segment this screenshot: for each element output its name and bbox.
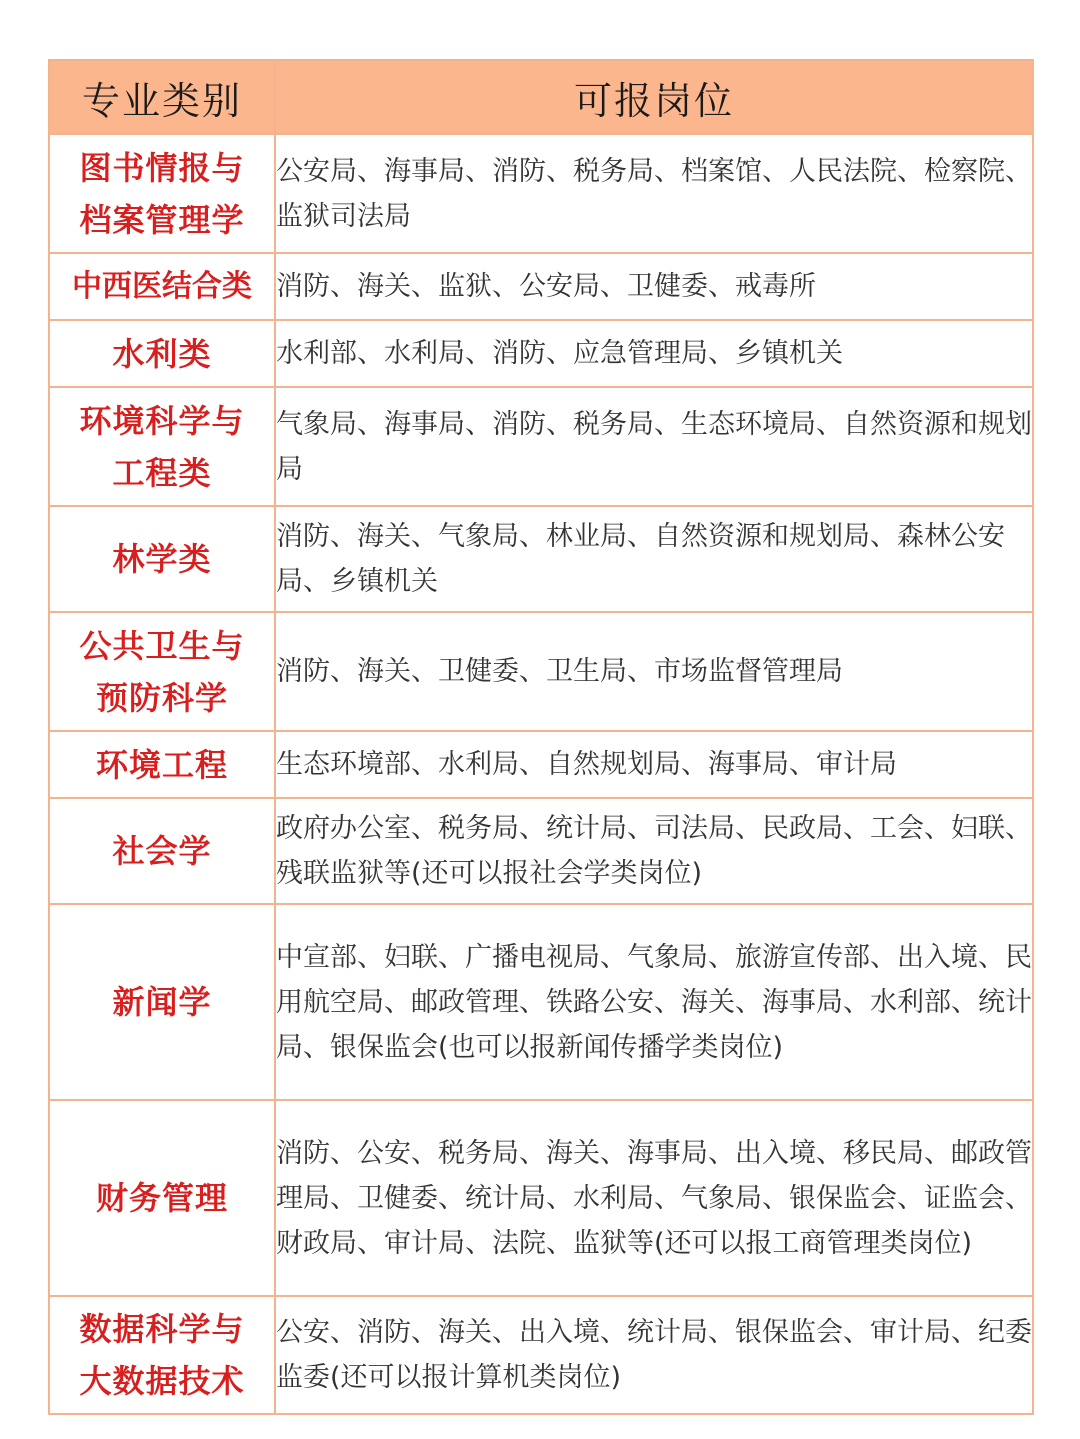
- header-row: [49, 60, 1033, 134]
- major-line: 林学类: [112, 540, 212, 578]
- table-row: [49, 731, 1033, 798]
- major-line: 数据科学与: [79, 1310, 245, 1348]
- posts-cell: 消防、海关、监狱、公安局、卫健委、戒毒所: [275, 253, 1033, 320]
- table-row: [49, 320, 1033, 387]
- major-cell: [49, 798, 275, 904]
- major-cell: [49, 904, 275, 1100]
- header-posts: 可报岗位: [275, 60, 1033, 134]
- major-cell: [49, 731, 275, 798]
- posts-cell: 生态环境部、水利局、自然规划局、海事局、审计局: [275, 731, 1033, 798]
- major-line: 社会学: [112, 832, 212, 870]
- major-cell: [49, 1100, 275, 1296]
- major-line: 图书情报与: [79, 148, 245, 187]
- major-line: 新闻学: [112, 983, 212, 1021]
- major-line: 公共卫生与: [79, 626, 245, 665]
- major-cell: [49, 387, 275, 506]
- table-row: [49, 612, 1033, 731]
- posts-cell: 政府办公室、税务局、统计局、司法局、民政局、工会、妇联、残联监狱等(还可以报社会学类岗位): [275, 798, 1033, 904]
- major-line: 工程类: [112, 453, 212, 492]
- table-row: [49, 798, 1033, 904]
- posts-cell: 消防、海关、卫健委、卫生局、市场监督管理局: [275, 612, 1033, 731]
- posts-cell: 水利部、水利局、消防、应急管理局、乡镇机关: [275, 320, 1033, 387]
- header-major: 专业类别: [49, 60, 275, 134]
- table-row: [49, 506, 1033, 612]
- major-line: 预防科学: [95, 678, 228, 717]
- major-line: 环境科学与: [79, 401, 245, 440]
- majors-table: [48, 59, 1034, 1415]
- posts-cell: 公安局、海事局、消防、税务局、档案馆、人民法院、检察院、监狱司法局: [275, 134, 1033, 253]
- posts-cell: 公安、消防、海关、出入境、统计局、银保监会、审计局、纪委监委(还可以报计算机类岗位): [275, 1296, 1033, 1414]
- major-line: 财务管理: [95, 1179, 228, 1217]
- major-cell: [49, 320, 275, 387]
- major-line: 环境工程: [95, 745, 228, 784]
- posts-cell: 气象局、海事局、消防、税务局、生态环境局、自然资源和规划局: [275, 387, 1033, 506]
- table-row: [49, 904, 1033, 1100]
- major-cell: [49, 134, 275, 253]
- table-row: [49, 1100, 1033, 1296]
- major-cell: [49, 506, 275, 612]
- posts-cell: 消防、公安、税务局、海关、海事局、出入境、移民局、邮政管理局、卫健委、统计局、水利局、气象局、银保监会、证监会、财政局、审计局、法院、监狱等(还可以报工商管理类岗位): [275, 1100, 1033, 1296]
- posts-cell: 中宣部、妇联、广播电视局、气象局、旅游宣传部、出入境、民用航空局、邮政管理、铁路公安、海关、海事局、水利部、统计局、银保监会(也可以报新闻传播学类岗位): [275, 904, 1033, 1100]
- table-row: [49, 253, 1033, 320]
- major-line: 中西医结合类: [72, 268, 252, 304]
- table-row: [49, 134, 1033, 253]
- major-cell: [49, 1296, 275, 1414]
- major-cell: [49, 612, 275, 731]
- table-row: [49, 1296, 1033, 1414]
- major-cell: [49, 253, 275, 320]
- table-row: [49, 387, 1033, 506]
- major-line: 档案管理学: [79, 200, 245, 239]
- posts-cell: 消防、海关、气象局、林业局、自然资源和规划局、森林公安局、乡镇机关: [275, 506, 1033, 612]
- major-line: 大数据技术: [79, 1362, 245, 1400]
- major-line: 水利类: [112, 334, 212, 373]
